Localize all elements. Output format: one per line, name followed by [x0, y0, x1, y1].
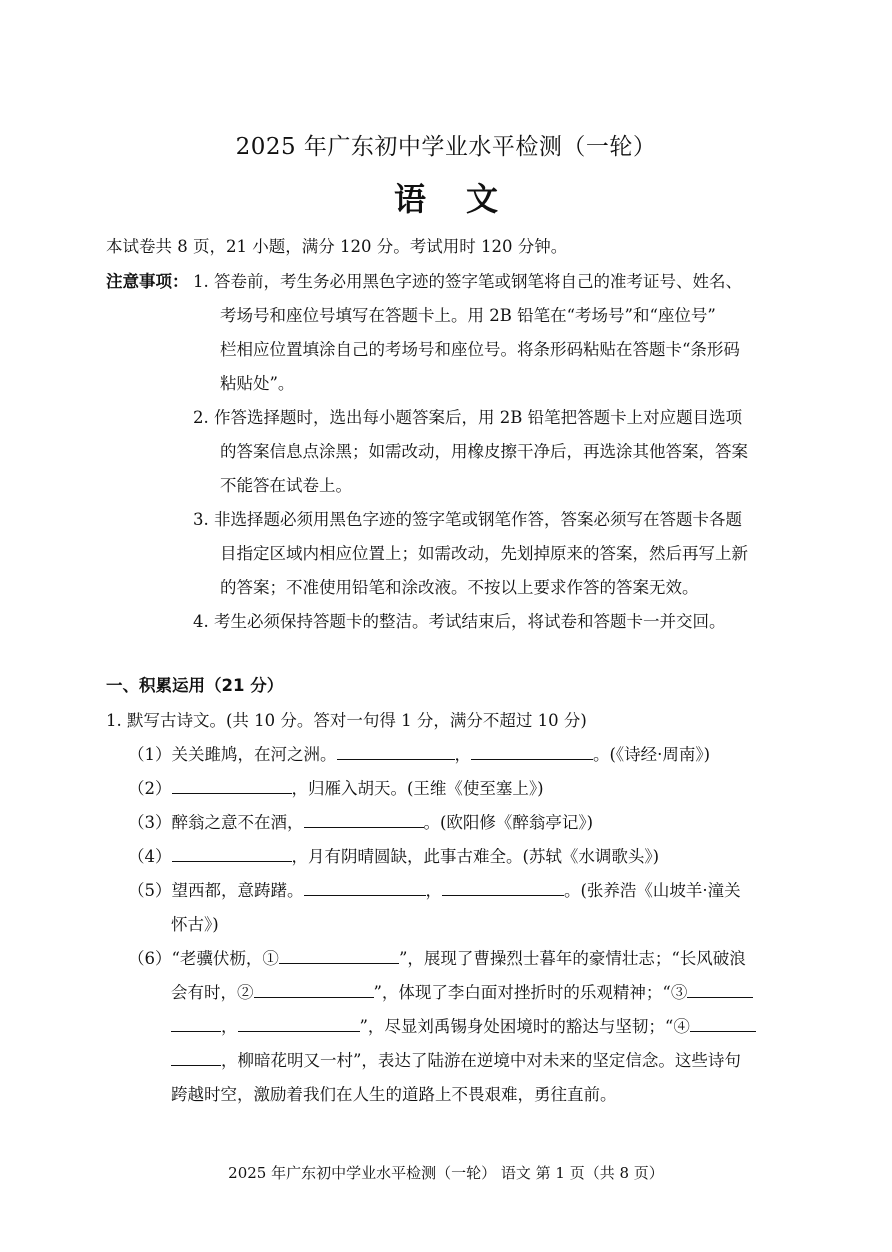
notice-line: 3. 非选择题必须用黑色字迹的签字笔或钢笔作答，答案必须写在答题卡各题 — [193, 510, 742, 529]
answer-blank[interactable] — [687, 983, 753, 998]
question-item — [128, 945, 746, 969]
notice-line: 考场号和座位号填写在答题卡上。用 2B 铅笔在“考场号”和“座位号” — [220, 306, 716, 325]
notice-line: 栏相应位置填涂自己的考场号和座位号。将条形码粘贴在答题卡“条形码 — [220, 340, 740, 359]
answer-blank[interactable] — [171, 1017, 221, 1032]
item-text: 。(张养浩《山坡羊·潼关 — [564, 881, 741, 900]
question-item-continued — [171, 1013, 756, 1037]
item-text: 醉翁之意不在酒， — [171, 813, 304, 832]
answer-blank[interactable] — [171, 1051, 221, 1066]
question-item-continued — [171, 1047, 741, 1071]
item-text: ， — [454, 745, 471, 764]
item-text: ”，体现了李白面对挫折时的乐观精神；“③ — [373, 983, 688, 1002]
notice-label: 注意事项： — [106, 272, 189, 291]
item-text: 关关雎鸠，在河之洲。 — [171, 745, 337, 764]
answer-blank[interactable] — [172, 847, 292, 862]
notice-line: 1. 答卷前，考生务必用黑色字迹的签字笔或钢笔将自己的准考证号、姓名、 — [193, 272, 742, 291]
question-item — [128, 843, 659, 867]
answer-blank[interactable] — [337, 745, 455, 760]
item-number: （2） — [128, 779, 172, 798]
question-item — [128, 741, 710, 765]
answer-blank[interactable] — [172, 779, 292, 794]
answer-blank[interactable] — [442, 881, 564, 896]
notice-line: 4. 考生必须保持答题卡的整洁。考试结束后，将试卷和答题卡一并交回。 — [193, 612, 726, 631]
question-item — [128, 877, 741, 901]
item-text: ，归雁入胡天。(王维《使至塞上》) — [291, 779, 544, 798]
notice-line: 2. 作答选择题时，选出每小题答案后，用 2B 铅笔把答题卡上对应题目选项 — [193, 408, 743, 427]
item-text: ， — [425, 881, 442, 900]
item-number: （3） — [128, 813, 172, 832]
answer-blank[interactable] — [279, 949, 399, 964]
question-stem: 1. 默写古诗文。(共 10 分。答对一句得 1 分，满分不超过 10 分) — [106, 711, 587, 730]
item-text: ”，展现了曹操烈士暮年的豪情壮志；“长风破浪 — [398, 949, 746, 968]
answer-blank[interactable] — [471, 745, 593, 760]
section-heading: 一、积累运用（21 分） — [106, 676, 284, 695]
item-number: （4） — [128, 847, 172, 866]
notice-line: 的答案；不准使用铅笔和涂改液。不按以上要求作答的答案无效。 — [220, 578, 699, 597]
item-text: 会有时，② — [171, 983, 254, 1002]
item-text: “老骥伏枥，① — [171, 949, 279, 968]
answer-blank[interactable] — [238, 1017, 360, 1032]
question-item-continued — [171, 979, 753, 1003]
page-footer: 2025 年广东初中学业水平检测（一轮） 语文 第 1 页（共 8 页） — [228, 1164, 664, 1182]
notice-line: 不能答在试卷上。 — [220, 476, 352, 495]
item-text: ，柳暗花明又一村”，表达了陆游在逆境中对未来的坚定信念。这些诗句 — [221, 1051, 741, 1070]
answer-blank[interactable] — [304, 813, 424, 828]
question-item-continued: 怀古》) — [171, 915, 219, 934]
answer-blank[interactable] — [254, 983, 374, 998]
notice-line: 粘贴处”。 — [220, 374, 295, 393]
item-number: （6） — [128, 949, 172, 968]
question-item — [128, 809, 593, 833]
notice-line: 的答案信息点涂黑；如需改动，用橡皮擦干净后，再选涂其他答案，答案 — [220, 442, 748, 461]
answer-blank[interactable] — [304, 881, 426, 896]
item-text: ， — [221, 1017, 238, 1036]
notice-line: 目指定区域内相应位置上；如需改动，先划掉原来的答案，然后再写上新 — [220, 544, 748, 563]
question-item-continued: 跨越时空，激励着我们在人生的道路上不畏艰难，勇往直前。 — [171, 1085, 617, 1104]
item-text: 望西都，意踌躇。 — [171, 881, 304, 900]
answer-blank[interactable] — [690, 1017, 756, 1032]
exam-intro: 本试卷共 8 页，21 小题，满分 120 分。考试用时 120 分钟。 — [106, 237, 568, 256]
subject-title: 语文 — [393, 180, 538, 218]
item-number: （5） — [128, 881, 172, 900]
item-text: 。(欧阳修《醉翁亭记》) — [423, 813, 594, 832]
exam-title: 2025 年广东初中学业水平检测（一轮） — [235, 134, 657, 160]
item-number: （1） — [128, 745, 172, 764]
question-item — [128, 775, 544, 799]
item-text: ”，尽显刘禹锡身处困境时的豁达与坚韧；“④ — [359, 1017, 690, 1036]
item-text: 。(《诗经·周南》) — [593, 745, 711, 764]
item-text: ，月有阴晴圆缺，此事古难全。(苏轼《水调歌头》) — [291, 847, 660, 866]
